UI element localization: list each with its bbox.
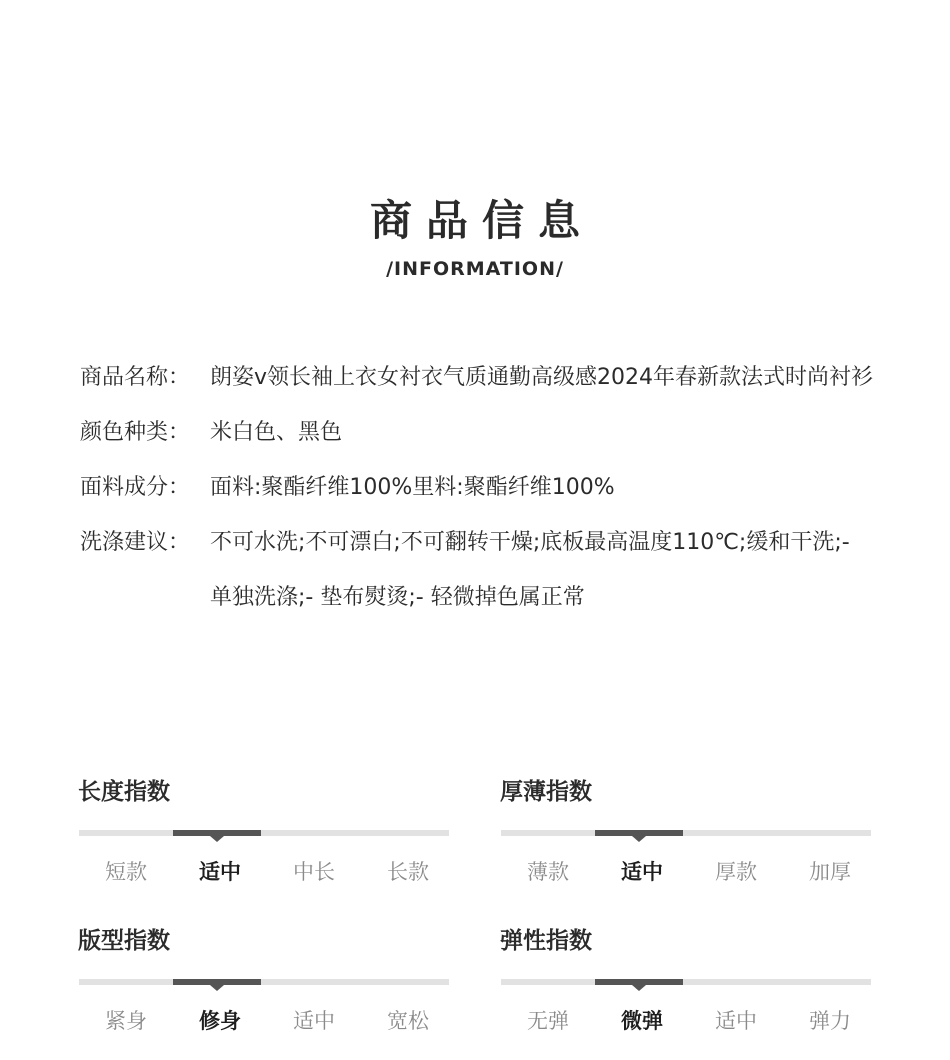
index-options [79, 1005, 455, 1035]
page-title: 商品信息 [369, 196, 594, 245]
index-thickness [500, 772, 872, 884]
info-value: 面料:聚酯纤维100%里料:聚酯纤维100% [210, 475, 615, 500]
info-value: 朗姿v领长袖上衣女衬衣气质通勤高级感2024年春新款法式时尚衬衫 [210, 365, 874, 390]
index-fit [78, 921, 450, 1033]
info-row-colors [80, 405, 880, 460]
info-row-material [80, 460, 880, 515]
index-bar [79, 830, 449, 836]
info-label: 商品名称： [80, 365, 191, 390]
info-row-product-name [80, 350, 880, 405]
index-pointer-icon [210, 985, 224, 991]
index-options [501, 856, 877, 886]
index-option: 弹力 [809, 1009, 851, 1033]
index-elasticity [500, 921, 872, 1033]
index-option: 短款 [105, 860, 147, 884]
index-option: 适中 [293, 1009, 335, 1033]
index-option: 加厚 [809, 860, 851, 884]
index-length [78, 772, 450, 884]
index-title: 厚薄指数 [500, 779, 592, 805]
index-pointer-icon [632, 836, 646, 842]
product-info [80, 350, 880, 625]
index-option: 微弹 [621, 1009, 663, 1033]
index-option: 厚款 [715, 860, 757, 884]
index-bar-active [595, 979, 683, 985]
index-option: 适中 [715, 1009, 757, 1033]
index-option: 修身 [199, 1009, 241, 1033]
page-subtitle: /INFORMATION/ [386, 258, 564, 280]
index-option: 无弹 [527, 1009, 569, 1033]
index-option: 中长 [293, 860, 335, 884]
info-row-washing [80, 515, 880, 625]
index-title: 版型指数 [78, 928, 170, 954]
index-bar [79, 979, 449, 985]
index-title: 长度指数 [78, 779, 170, 805]
index-options [501, 1005, 877, 1035]
index-bar [501, 830, 871, 836]
index-option: 宽松 [387, 1009, 429, 1033]
index-title: 弹性指数 [500, 928, 592, 954]
index-options [79, 856, 455, 886]
index-bar [501, 979, 871, 985]
index-option: 适中 [621, 860, 663, 884]
index-pointer-icon [632, 985, 646, 991]
index-option: 长款 [387, 860, 429, 884]
index-bar-active [173, 979, 261, 985]
index-bar-active [595, 830, 683, 836]
index-option: 适中 [199, 860, 241, 884]
info-label: 颜色种类： [80, 420, 191, 445]
index-pointer-icon [210, 836, 224, 842]
index-bar-active [173, 830, 261, 836]
info-value: 米白色、黑色 [210, 420, 343, 445]
info-label: 洗涤建议： [80, 530, 191, 555]
index-option: 紧身 [105, 1009, 147, 1033]
index-option: 薄款 [527, 860, 569, 884]
info-label: 面料成分： [80, 475, 191, 500]
info-value: 不可水洗;不可漂白;不可翻转干燥;底板最高温度110℃;缓和干洗;- 单独洗涤;- 垫布熨烫;- 轻微掉色属正常 [210, 530, 850, 610]
